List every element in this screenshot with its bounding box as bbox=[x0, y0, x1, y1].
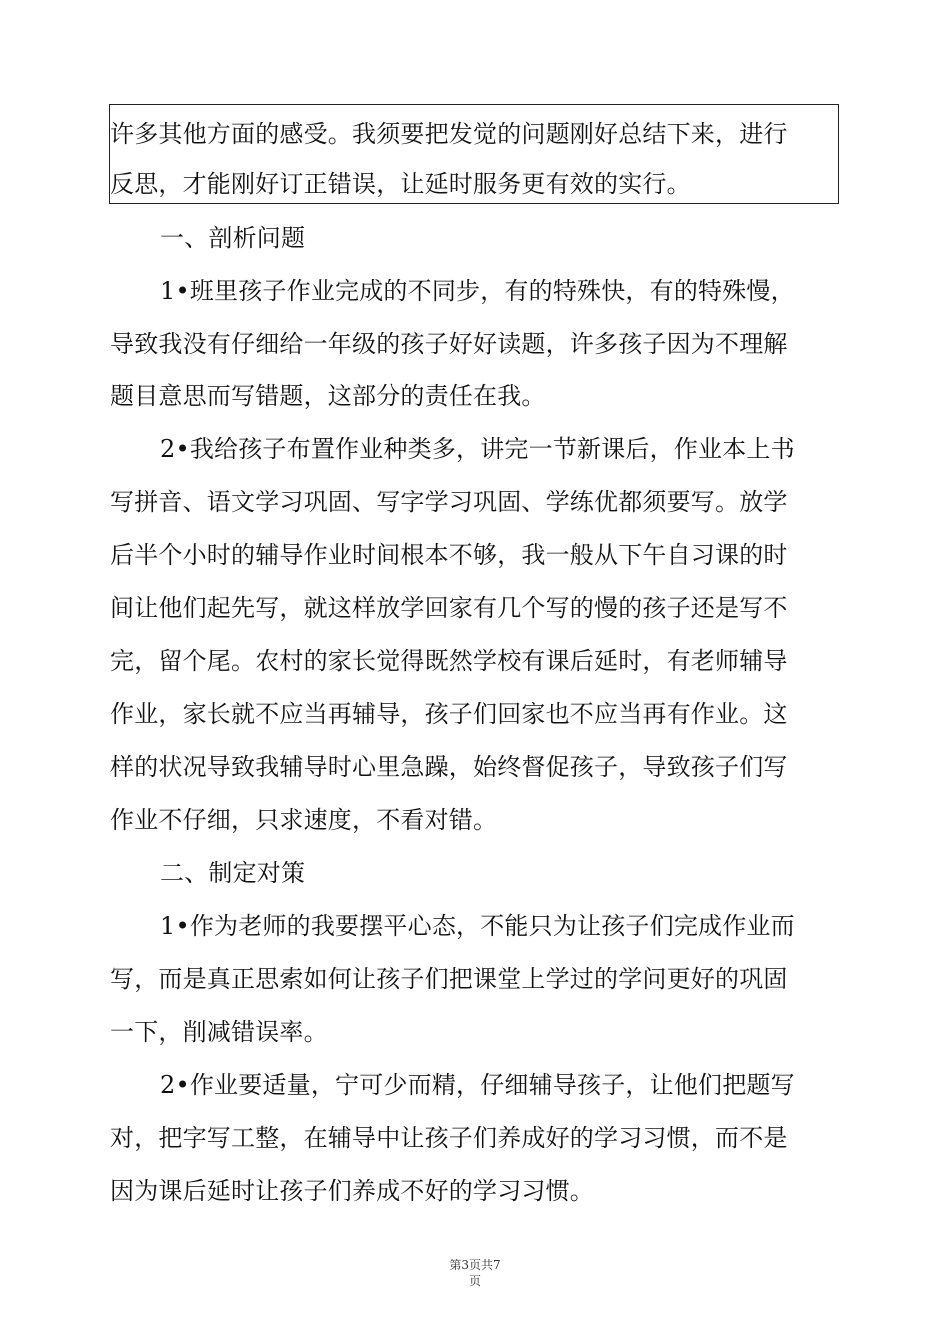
paragraph-line: 对，把字写工整，在辅导中让孩子们养成好的学习习惯，而不是 bbox=[110, 1124, 788, 1152]
paragraph-line: 间让他们起先写，就这样放学回家有几个写的慢的孩子还是写不 bbox=[110, 594, 788, 622]
paragraph-line: 题目意思而写错题，这部分的责任在我。 bbox=[110, 382, 546, 410]
paragraph-line: 因为课后延时让孩子们养成不好的学习习惯。 bbox=[110, 1177, 594, 1205]
section-heading: 二、制定对策 bbox=[160, 859, 306, 887]
paragraph-line: 写拼音、语文学习巩固、写字学习巩固、学练优都须要写。放学 bbox=[110, 488, 788, 516]
paragraph-line: 样的状况导致我辅导时心里急躁，始终督促孩子，导致孩子们写 bbox=[110, 753, 788, 781]
page-number-continued: 页 bbox=[468, 1274, 481, 1288]
paragraph-line: 反思，才能刚好订正错误，让延时服务更有效的实行。 bbox=[110, 170, 691, 198]
paragraph-line: 2•我给孩子布置作业种类多，讲完一节新课后，作业本上书 bbox=[160, 435, 795, 463]
paragraph-line: 后半个小时的辅导作业时间根本不够，我一般从下午自习课的时 bbox=[110, 541, 788, 569]
paragraph-line: 作业，家长就不应当再辅导，孩子们回家也不应当再有作业。这 bbox=[110, 700, 788, 728]
paragraph-line: 作业不仔细，只求速度，不看对错。 bbox=[110, 806, 498, 834]
page-number: 第3页共7 bbox=[449, 1258, 501, 1272]
paragraph-line: 一下，削减错误率。 bbox=[110, 1018, 328, 1046]
paragraph-line: 导致我没有仔细给一年级的孩子好好读题，许多孩子因为不理解 bbox=[110, 330, 788, 358]
paragraph-line: 完，留个尾。农村的家长觉得既然学校有课后延时，有老师辅导 bbox=[110, 647, 788, 675]
section-heading: 一、剖析问题 bbox=[160, 224, 306, 252]
paragraph-line: 1•班里孩子作业完成的不同步，有的特殊快，有的特殊慢， bbox=[160, 277, 795, 305]
paragraph-line: 写，而是真正思索如何让孩子们把课堂上学过的学问更好的巩固 bbox=[110, 965, 788, 993]
paragraph-line: 许多其他方面的感受。我须要把发觉的问题刚好总结下来，进行 bbox=[110, 120, 788, 148]
paragraph-line: 1•作为老师的我要摆平心态，不能只为让孩子们完成作业而 bbox=[160, 912, 795, 940]
paragraph-line: 2•作业要适量，宁可少而精，仔细辅导孩子，让他们把题写 bbox=[160, 1071, 795, 1099]
